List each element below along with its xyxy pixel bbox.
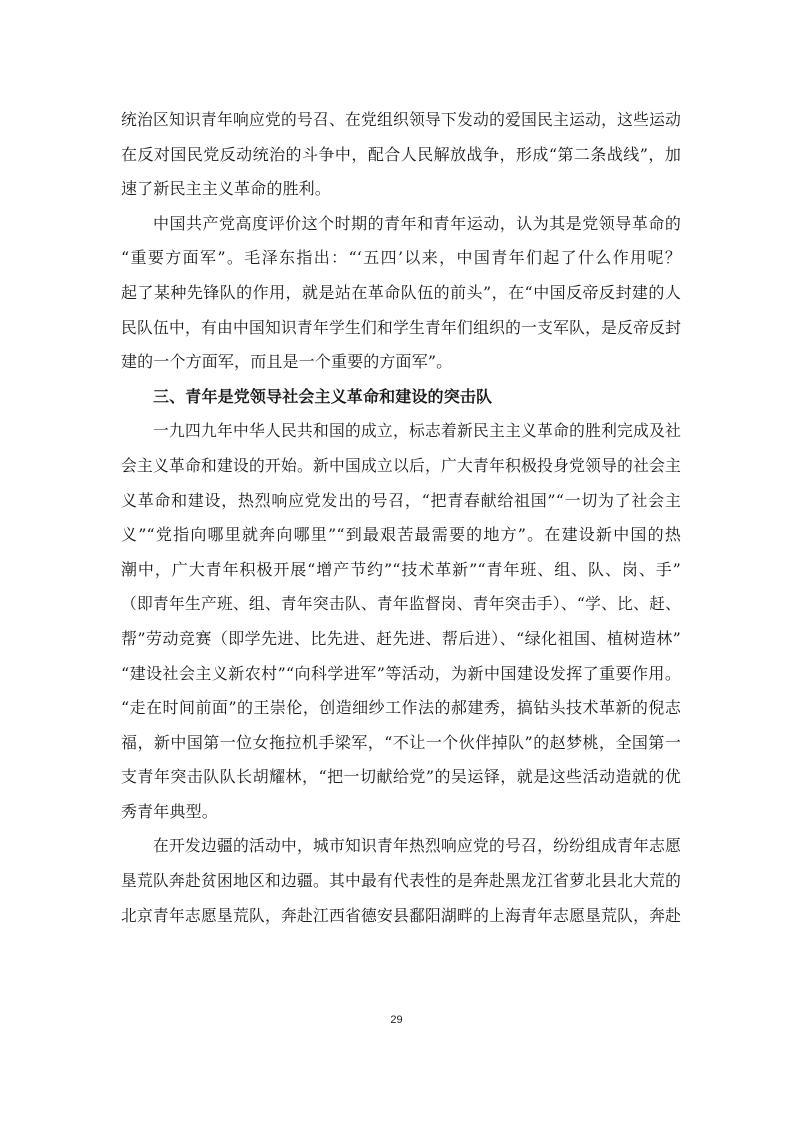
text-line: 在反对国民党反动统治的斗争中，配合人民解放战争，形成“第二条战线”，加: [121, 144, 681, 164]
paragraph-first-line: 一九四九年中华人民共和国的成立，标志着新民主主义革命的胜利完成及社: [153, 421, 681, 441]
text-line: 统治区知识青年响应党的号召、在党组织领导下发动的爱国民主运动，这些运动: [121, 110, 681, 129]
text-line: 福，新中国第一位女拖拉机手梁军，“不让一个伙伴掉队”的赵梦桃，全国第一: [121, 732, 681, 752]
text-line: “建设社会主义新农村”“向科学进军”等活动，为新中国建设发挥了重要作用。: [121, 663, 681, 683]
text-line: 垦荒队奔赴贫困地区和边疆。其中最有代表性的是奔赴黑龙江省萝北县北大荒的: [121, 871, 681, 891]
text-line: 秀青年典型。: [121, 801, 218, 821]
text-line: 北京青年志愿垦荒队，奔赴江西省德安县鄱阳湖畔的上海青年志愿垦荒队，奔赴: [121, 905, 681, 925]
text-line: 义革命和建设，热烈响应党发出的号召，“把青春献给祖国”“一切为了社会主: [121, 490, 681, 510]
paragraph-first-line: 在开发边疆的活动中，城市知识青年热烈响应党的号召，纷纷组成青年志愿: [153, 836, 681, 856]
text-line: “重要方面军”。毛泽东指出：“‘五四’以来，中国青年们起了什么作用呢？: [121, 248, 681, 268]
text-line: 帮”劳动竞赛（即学先进、比先进、赶先进、帮后进）、“绿化祖国、植树造林”: [121, 628, 681, 648]
text-line: 义”“党指向哪里就奔向哪里”“到最艰苦最需要的地方”。在建设新中国的热: [121, 525, 681, 545]
text-line: （即青年生产班、组、青年突击队、青年监督岗、青年突击手）、“学、比、赶、: [121, 594, 681, 614]
text-line: 支青年突击队队长胡耀林，“把一切献给党”的吴运铎，就是这些活动造就的优: [121, 767, 681, 787]
text-line: 建的一个方面军，而且是一个重要的方面军”。: [121, 352, 453, 372]
page-number: 29: [390, 1014, 403, 1026]
text-line: 起了某种先锋队的作用，就是站在革命队伍的前头”，在“中国反帝反封建的人: [121, 282, 681, 302]
section-heading: 三、青年是党领导社会主义革命和建设的突击队: [153, 386, 493, 406]
text-line: 会主义革命和建设的开始。新中国成立以后，广大青年积极投身党领导的社会主: [121, 455, 681, 475]
text-line: “走在时间前面”的王崇伦，创造细纱工作法的郝建秀，搞钻头技术革新的倪志: [121, 698, 681, 718]
text-line: 潮中，广大青年积极开展“增产节约”“技术革新”“青年班、组、队、岗、手”: [121, 559, 681, 579]
paragraph-first-line: 中国共产党高度评价这个时期的青年和青年运动，认为其是党领导革命的: [153, 213, 681, 233]
body-text: [121, 103, 681, 933]
text-line: 民队伍中，有由中国知识青年学生们和学生青年们组织的一支军队，是反帝反封: [121, 317, 681, 337]
text-line: 速了新民主主义革命的胜利。: [121, 179, 331, 199]
